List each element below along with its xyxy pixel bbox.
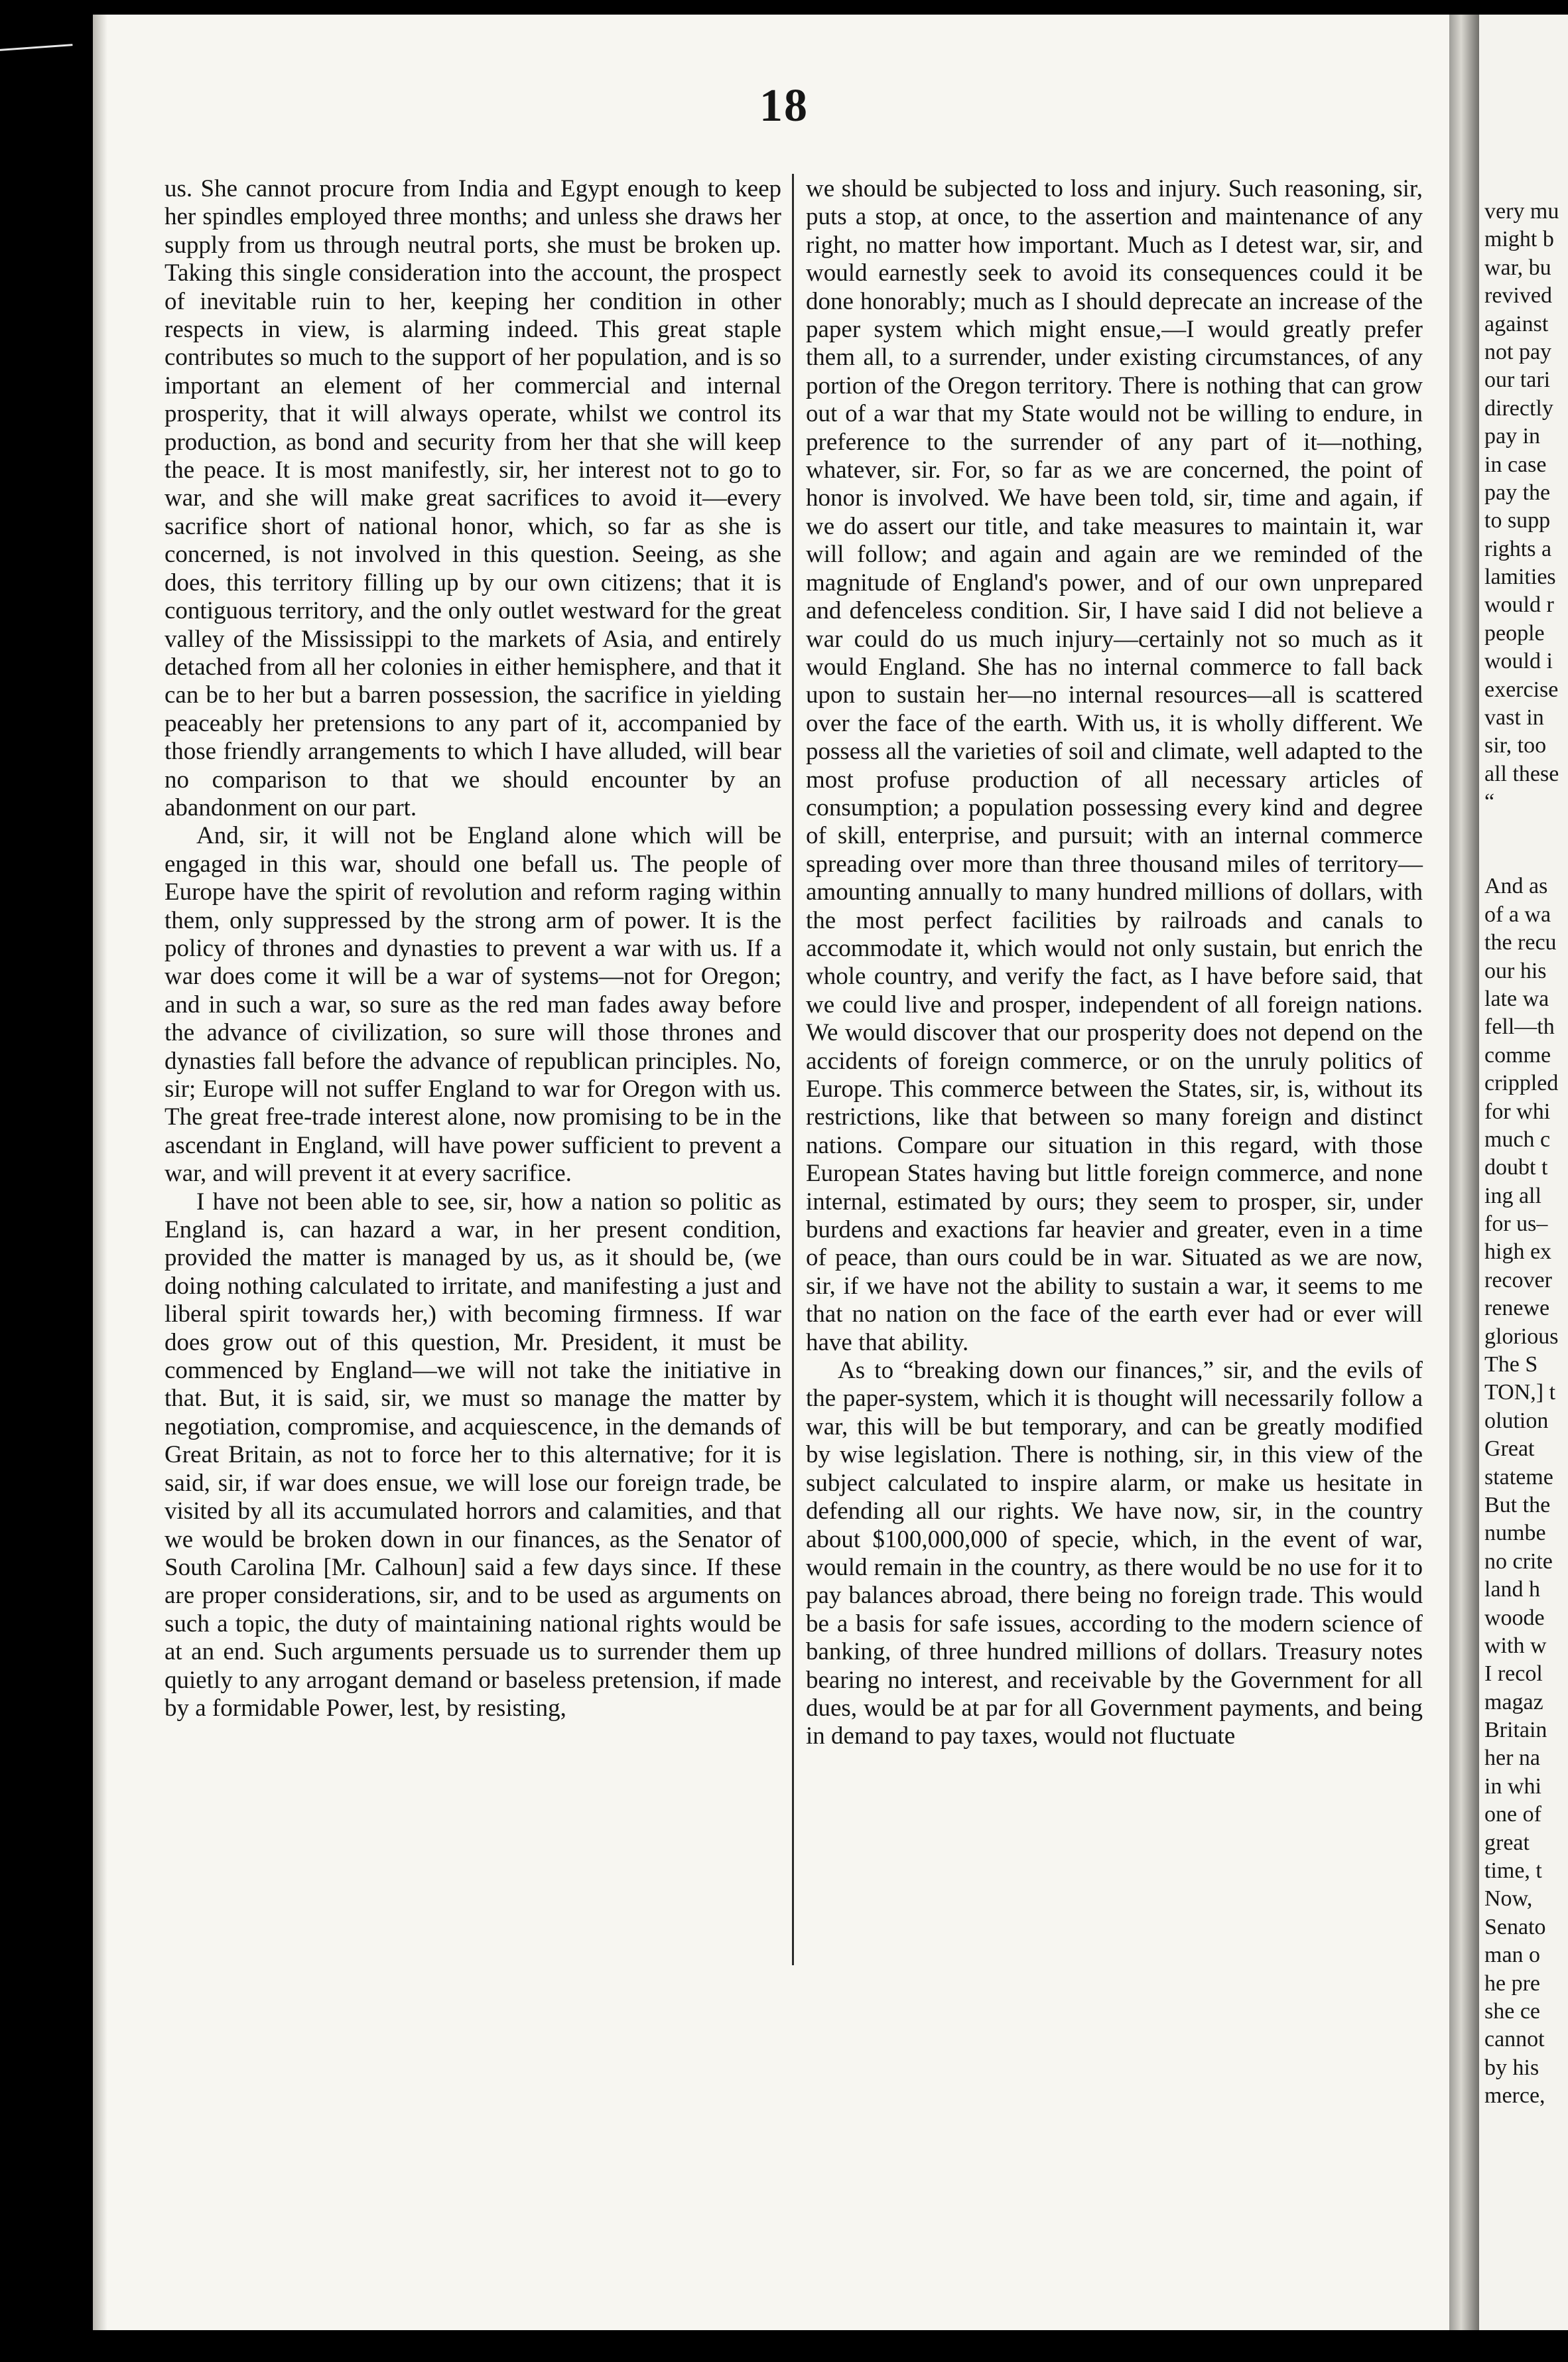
facing-page-line: our tari xyxy=(1484,368,1551,393)
facing-page-line: pay in xyxy=(1484,424,1541,449)
facing-page-line: to supp xyxy=(1484,508,1551,533)
facing-page-line: he pre xyxy=(1484,1971,1541,1996)
facing-page-line: doubt t xyxy=(1484,1155,1548,1180)
facing-page-line: Now, xyxy=(1484,1886,1533,1911)
facing-page xyxy=(1479,15,1568,2330)
facing-page-line: olution xyxy=(1484,1408,1549,1433)
facing-page-line: by his xyxy=(1484,2055,1539,2080)
facing-page-line: directly xyxy=(1484,395,1553,421)
facing-page-line: cannot xyxy=(1484,2027,1545,2052)
facing-page-line: Senato xyxy=(1484,1914,1546,1939)
facing-page-line: TON,] t xyxy=(1484,1380,1556,1405)
facing-page-line: rights a xyxy=(1484,536,1552,561)
facing-page-text xyxy=(1484,198,1559,2111)
facing-page-line: not pay xyxy=(1484,339,1552,364)
facing-page-line: our his xyxy=(1484,958,1547,983)
facing-page-line: people xyxy=(1484,620,1545,646)
facing-page-line: late wa xyxy=(1484,986,1549,1011)
facing-page-line: very mu xyxy=(1484,199,1559,224)
facing-page-line: fell—th xyxy=(1484,1014,1555,1040)
facing-page-line: lamities xyxy=(1484,565,1556,590)
facing-page-line: much c xyxy=(1484,1127,1551,1152)
facing-page-line: “ xyxy=(1484,790,1495,815)
facing-page-line: might b xyxy=(1484,227,1554,252)
facing-page-line: recover xyxy=(1484,1267,1552,1292)
facing-page-line: comme xyxy=(1484,1042,1551,1068)
facing-page-line: all these xyxy=(1484,761,1559,786)
facing-page-line: in whi xyxy=(1484,1773,1541,1799)
facing-page-line: renewe xyxy=(1484,1296,1550,1321)
facing-page-line: land h xyxy=(1484,1577,1541,1602)
facing-page-line: stateme xyxy=(1484,1464,1553,1490)
facing-page-line: And as xyxy=(1484,874,1548,899)
facing-page-line: magaz xyxy=(1484,1689,1543,1714)
facing-page-line: her na xyxy=(1484,1746,1541,1771)
paragraph: I have not been able to see, sir, how a nation so politic as England is, can hazard a war, in her present condition, provided the matter is managed by us, as it should be, (we doing nothing calculated to irritate, and manifesting a just and liberal spirit towards her,) with becoming firmness. If war does grow out of this question, Mr. President, it must be commenced by England—we will not take the initiative in that. But, it is said, sir, we must so manage the matter by negotiation, compromise, and acquiescence, in the demands of Great Britain, as not to force her to this alternative; for it is said, sir, if war does ensue, we will lose our foreign trade, be visited by all its accumulated horrors and calamities, and that we would be broken down in our finances, as the Senator of South Carolina [Mr. Calhoun] said a few days since. If these are proper considerations, sir, and to be used as arguments on such a topic, the duty of maintaining national rights would be at an end. Such arguments persuade us to surrender them up quietly to any arrogant demand or baseless pretension, if made by a formidable Power, lest, by resisting, xyxy=(164,1188,781,1722)
column-divider xyxy=(792,174,794,1965)
facing-page-line: The S xyxy=(1484,1352,1538,1377)
facing-page-line: in case xyxy=(1484,452,1547,477)
facing-page-line: woode xyxy=(1484,1605,1545,1630)
facing-page-line: war, bu xyxy=(1484,255,1551,280)
book-gutter xyxy=(1449,15,1479,2330)
facing-page-line: But the xyxy=(1484,1492,1551,1517)
facing-page-line: for whi xyxy=(1484,1099,1551,1124)
facing-page-line: vast in xyxy=(1484,705,1544,730)
facing-page-line: I recol xyxy=(1484,1661,1543,1687)
facing-page-line: merce, xyxy=(1484,2083,1545,2109)
facing-page-line: she ce xyxy=(1484,1999,1541,2024)
text-column-right xyxy=(806,175,1423,1751)
facing-page-line xyxy=(1484,817,1559,845)
facing-page-line: the recu xyxy=(1484,930,1557,955)
facing-page-line: sir, too xyxy=(1484,733,1547,758)
facing-page-line: Great xyxy=(1484,1436,1535,1462)
facing-page-line: would r xyxy=(1484,592,1554,618)
facing-page-line: crippled xyxy=(1484,1071,1559,1096)
text-column-left xyxy=(164,175,781,1722)
paragraph: us. She cannot procure from India and Egypt enough to keep her spindles employed three months; and unless she draws her supply from us through neutral ports, she must be broken up. Taking this single consideration into the account, the prospect of inevitable ruin to her, keeping her condition in other respects in view, is alarming indeed. This great staple contributes so much to the support of her population, and is so important an element of her commercial and internal prosperity, that it will always operate, whilst we control its production, as bond and security from her that she will keep the peace. It is most manifestly, sir, her interest not to go to war, and she will make great sacrifices to avoid it—every sacrifice short of national honor, which, so far as she is concerned, is not involved in this question. Seeing, as she does, this territory filling up by our own citizens; that it is contiguous territory, and the only outlet westward for the great valley of the Mississippi to the markets of Asia, and entirely detached from all her colonies in either hemisphere, and that it can be to her but a barren possession, the sacrifice in yielding peaceably her pretensions to any part of it, accompanied by those friendly arrangements to which I have alluded, will bear no comparison to that we should encounter by an abandonment on our part. xyxy=(164,175,781,821)
paragraph: we should be subjected to loss and injury. Such reasoning, sir, puts a stop, at once, to the assertion and maintenance of any right, no matter how important. Much as I detest war, sir, and would earnestly seek to avoid its consequences could it be done honorably; much as I should deprecate an increase of the paper system which might ensue,—I would greatly prefer them all, to a surrender, under existing circumstances, of any portion of the Oregon territory. There is nothing that can grow out of a war that my State would not be willing to endure, in preference to the surrender of any part of it—nothing, whatever, sir. For, so far as we are concerned, the point of honor is involved. We have been told, sir, time and again, if we do assert our title, and take measures to maintain it, war will follow; and again and again are we reminded of the magnitude of England's power, and of our own unprepared and defenceless condition. Sir, I have said I did not believe a war could do us much injury—certainly not so much as it would England. She has no internal commerce to fall back upon to sustain her—no internal resources—all is scattered over the face of the earth. With us, it is wholly different. We possess all the varieties of soil and climate, well adapted to the most profuse production of all necessary articles of consumption; a population possessing every kind and degree of skill, enterprise, and pursuit; with an internal commerce spreading over more than three thousand miles of territory—amounting annually to many hundred millions of dollars, with the most perfect facilities by railroads and canals to accommodate it, which would not only sustain, but enrich the whole country, and verify the fact, as I have before said, that we could live and prosper, independent of all foreign nations. We would discover that our prosperity does not depend on the accidents of foreign commerce, or on the unruly politics of Europe. This commerce between the States, sir, is, without its restrictions, like that between so many foreign and distinct nations. Compare our situation in this regard, with those European States having but little foreign commerce, and none internal, estimated by ours; they seem to prosper, sir, under burdens and exactions far heavier and greater, even in a time of peace, than ours could be in war. Situated as we are now, sir, if we have not the ability to sustain a war, it seems to me that no nation on the face of the earth ever had or ever will have that ability. xyxy=(806,175,1423,1356)
facing-page-line: numbe xyxy=(1484,1521,1546,1546)
facing-page-line: time, t xyxy=(1484,1858,1542,1884)
facing-page-line: glorious xyxy=(1484,1324,1559,1349)
facing-page-line: high ex xyxy=(1484,1239,1552,1265)
facing-page-line: with w xyxy=(1484,1633,1547,1658)
facing-page-line: revived xyxy=(1484,283,1552,309)
facing-page-line: man o xyxy=(1484,1943,1541,1968)
facing-page-line: exercise xyxy=(1484,677,1559,702)
paragraph: As to “breaking down our finances,” sir, and the evils of the paper-system, which it is thought will necessarily follow a war, this will be but temporary, and can be greatly modified by wise legislation. There is nothing, sir, in this view of the subject calculated to inspire alarm, or make us hesitate in defending all our rights. We have now, sir, in the country about $100,000,000 of specie, which, in the event of war, would remain in the country, as there would be no use for it to pay balances abroad, there being no foreign trade. This would be a basis for safe issues, according to the modern science of banking, of three hundred millions of dollars. Treasury notes bearing no interest, and receivable by the Government for all dues, would be at par for all Government payments, and being in demand to pay taxes, would not fluctuate xyxy=(806,1357,1423,1750)
facing-page-line: one of xyxy=(1484,1802,1541,1827)
facing-page-line: of a wa xyxy=(1484,902,1551,927)
facing-page-line: no crite xyxy=(1484,1549,1553,1574)
facing-page-line: would i xyxy=(1484,649,1553,674)
facing-page-line: ing all xyxy=(1484,1183,1541,1208)
page-number: 18 xyxy=(759,80,809,131)
facing-page-line: Britain xyxy=(1484,1718,1547,1743)
facing-page-line: pay the xyxy=(1484,480,1551,505)
facing-page-line xyxy=(1484,845,1559,872)
facing-page-line: great xyxy=(1484,1830,1530,1855)
paragraph: And, sir, it will not be England alone which will be engaged in this war, should one befall us. The people of Europe have the spirit of revolution and reform raging within them, only suppressed by the strong arm of power. It is the policy of thrones and dynasties to prevent a war with us. If a war does come it will be a war of systems—not for Oregon; and in such a war, so sure as the red man fades away before the advance of civilization, so sure will those thrones and dynasties fall before the advance of republican principles. No, sir; Europe will not suffer England to war for Oregon with us. The great free-trade interest alone, now promising to be in the ascendant in England, will have power sufficient to prevent a war, and will prevent it at every sacrifice. xyxy=(164,822,781,1188)
facing-page-line: against xyxy=(1484,311,1549,336)
facing-page-line: for us– xyxy=(1484,1212,1548,1237)
